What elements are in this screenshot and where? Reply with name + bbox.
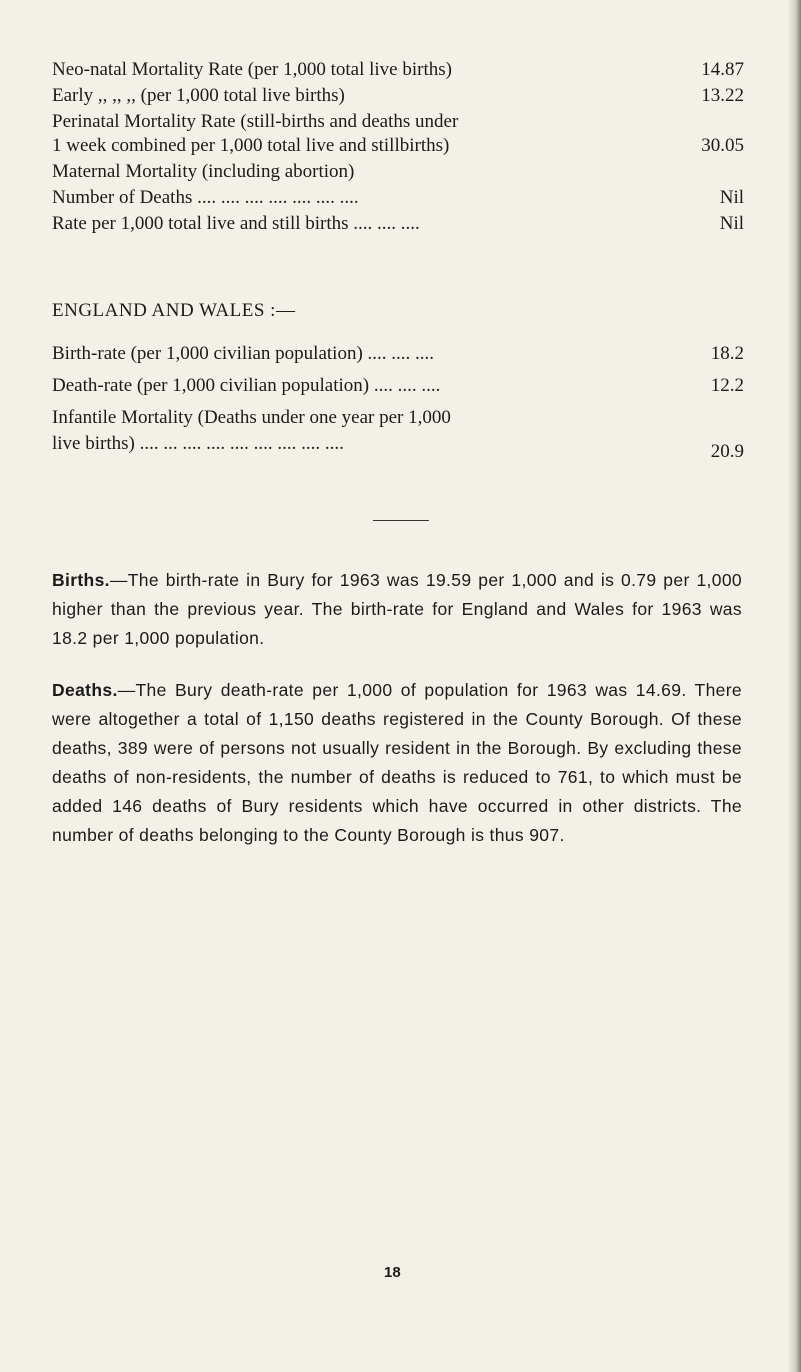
- deaths-title: Deaths.: [52, 680, 118, 700]
- ew-birth-rate-value: 18.2: [710, 343, 744, 364]
- maternal-rate-label: Rate per 1,000 total live and still births .... .... ....: [52, 213, 420, 234]
- births-title: Births.: [52, 570, 110, 590]
- page-number: 18: [384, 1264, 401, 1281]
- maternal-deaths-label: Number of Deaths .... .... .... .... .... .... ....: [52, 187, 359, 208]
- perinatal-label-1: Perinatal Mortality Rate (still-births and deaths under: [52, 111, 459, 132]
- maternal-rate-value: Nil: [719, 213, 744, 234]
- deaths-paragraph: [52, 676, 742, 850]
- early-label: Early ,, ,, ,, (per 1,000 total live births): [52, 85, 345, 106]
- births-paragraph: [52, 566, 742, 653]
- perinatal-value: 30.05: [701, 135, 744, 156]
- ew-infantile-label-1: Infantile Mortality (Deaths under one year per 1,000: [52, 407, 451, 428]
- ew-infantile-value: 20.9: [710, 441, 744, 462]
- neonatal-label: Neo-natal Mortality Rate (per 1,000 total live births): [52, 59, 452, 80]
- deaths-text: —The Bury death-rate per 1,000 of population for 1963 was 14.69. There were altogether a total of 1,150 deaths registered in the County Borough. Of these deaths, 389 were of persons not usually resident in the Borough. By excluding these deaths of non-residents, the number of deaths is reduced to 761, to which must be added 146 deaths of Bury residents which have occurred in other districts. The number of deaths belonging to the County Borough is thus 907.: [52, 680, 742, 845]
- page-edge-shadow: [787, 0, 801, 1372]
- ew-birth-rate-label: Birth-rate (per 1,000 civilian population) .... .... ....: [52, 343, 435, 364]
- perinatal-label-2: 1 week combined per 1,000 total live and stillbirths): [52, 135, 450, 156]
- births-text: —The birth-rate in Bury for 1963 was 19.59 per 1,000 and is 0.79 per 1,000 higher than the previous year. The birth-rate for England and Wales for 1963 was 18.2 per 1,000 population.: [52, 570, 742, 648]
- maternal-heading: Maternal Mortality (including abortion): [52, 161, 355, 182]
- section-divider: [373, 520, 429, 521]
- neonatal-value: 14.87: [701, 59, 744, 80]
- maternal-deaths-value: Nil: [719, 187, 744, 208]
- ew-infantile-label-2: live births) .... ... .... .... .... .... .... .... ....: [52, 433, 344, 454]
- early-value: 13.22: [701, 85, 744, 106]
- ew-death-rate-value: 12.2: [710, 375, 744, 396]
- england-wales-heading: ENGLAND AND WALES :—: [52, 300, 296, 321]
- ew-death-rate-label: Death-rate (per 1,000 civilian population) .... .... ....: [52, 375, 441, 396]
